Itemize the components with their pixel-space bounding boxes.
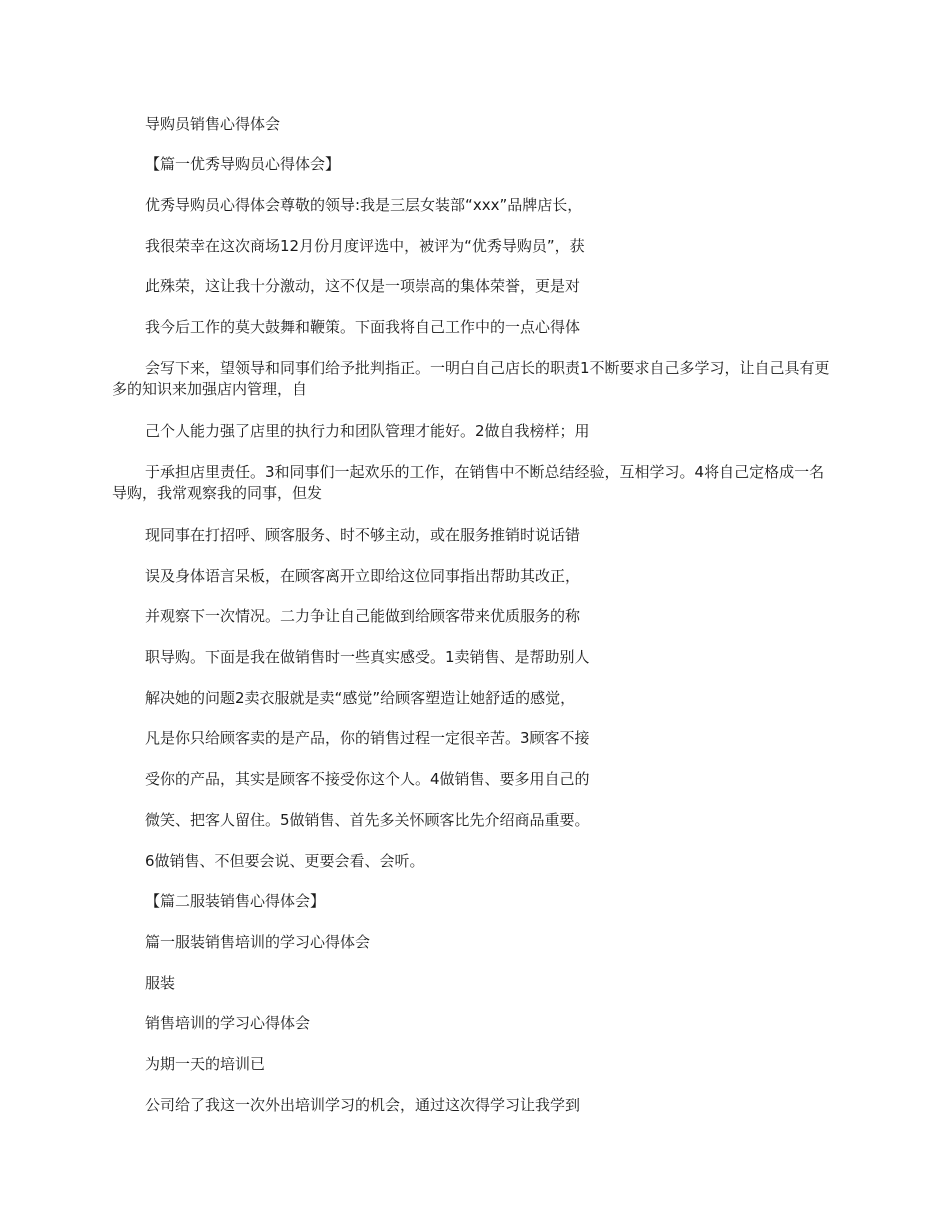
paragraph: 并观察下一次情况。二力争让自己能做到给顾客带来优质服务的称 — [145, 607, 581, 625]
paragraph: 销售培训的学习心得体会 — [145, 1014, 311, 1032]
section-heading: 【篇一优秀导购员心得体会】 — [145, 155, 341, 173]
paragraph: 解决她的问题2卖衣服就是卖“感觉”给顾客塑造让她舒适的感觉， — [145, 689, 576, 707]
paragraph: 己个人能力强了店里的执行力和团队管理才能好。2做自我榜样；用 — [145, 422, 590, 440]
paragraph: 我今后工作的莫大鼓舞和鞭策。下面我将自己工作中的一点心得体 — [145, 318, 581, 336]
paragraph: 篇一服装销售培训的学习心得体会 — [145, 933, 371, 951]
paragraph: 误及身体语言呆板，在顾客离开立即给这位同事指出帮助其改正， — [145, 567, 581, 585]
paragraph: 公司给了我这一次外出培训学习的机会，通过这次得学习让我学到 — [145, 1096, 581, 1114]
paragraph: 为期一天的培训已 — [145, 1055, 266, 1073]
paragraph: 我很荣幸在这次商场12月份月度评选中，被评为“优秀导购员”，获 — [145, 237, 585, 255]
paragraph: 此殊荣，这让我十分激动，这不仅是一项崇高的集体荣誉，更是对 — [145, 277, 581, 295]
paragraph: 优秀导购员心得体会尊敬的领导:我是三层女装部“xxx”品牌店长， — [145, 196, 583, 214]
document-title: 导购员销售心得体会 — [145, 115, 281, 133]
paragraph: 现同事在打招呼、顾客服务、时不够主动，或在服务推销时说话错 — [145, 526, 581, 544]
section-heading: 【篇二服装销售心得体会】 — [145, 892, 326, 910]
paragraph: 凡是你只给顾客卖的是产品，你的销售过程一定很辛苦。3顾客不接 — [145, 729, 590, 747]
paragraph: 微笑、把客人留住。5做销售、首先多关怀顾客比先介绍商品重要。 — [145, 811, 590, 829]
paragraph: 6做销售、不但要会说、更要会看、会听。 — [145, 852, 425, 870]
paragraph: 职导购。下面是我在做销售时一些真实感受。1卖销售、是帮助别人 — [145, 648, 590, 666]
paragraph: 会写下来，望领导和同事们给予批判指正。一明白自己店长的职责1不断要求自己多学习，让自己具有更多的知识来加强店内管理，自 — [112, 359, 830, 398]
paragraph: 受你的产品，其实是顾客不接受你这个人。4做销售、要多用自己的 — [145, 770, 590, 788]
paragraph: 服装 — [145, 974, 176, 992]
paragraph: 于承担店里责任。3和同事们一起欢乐的工作，在销售中不断总结经验，互相学习。4将自己定格成一名导购，我常观察我的同事，但发 — [112, 463, 825, 502]
